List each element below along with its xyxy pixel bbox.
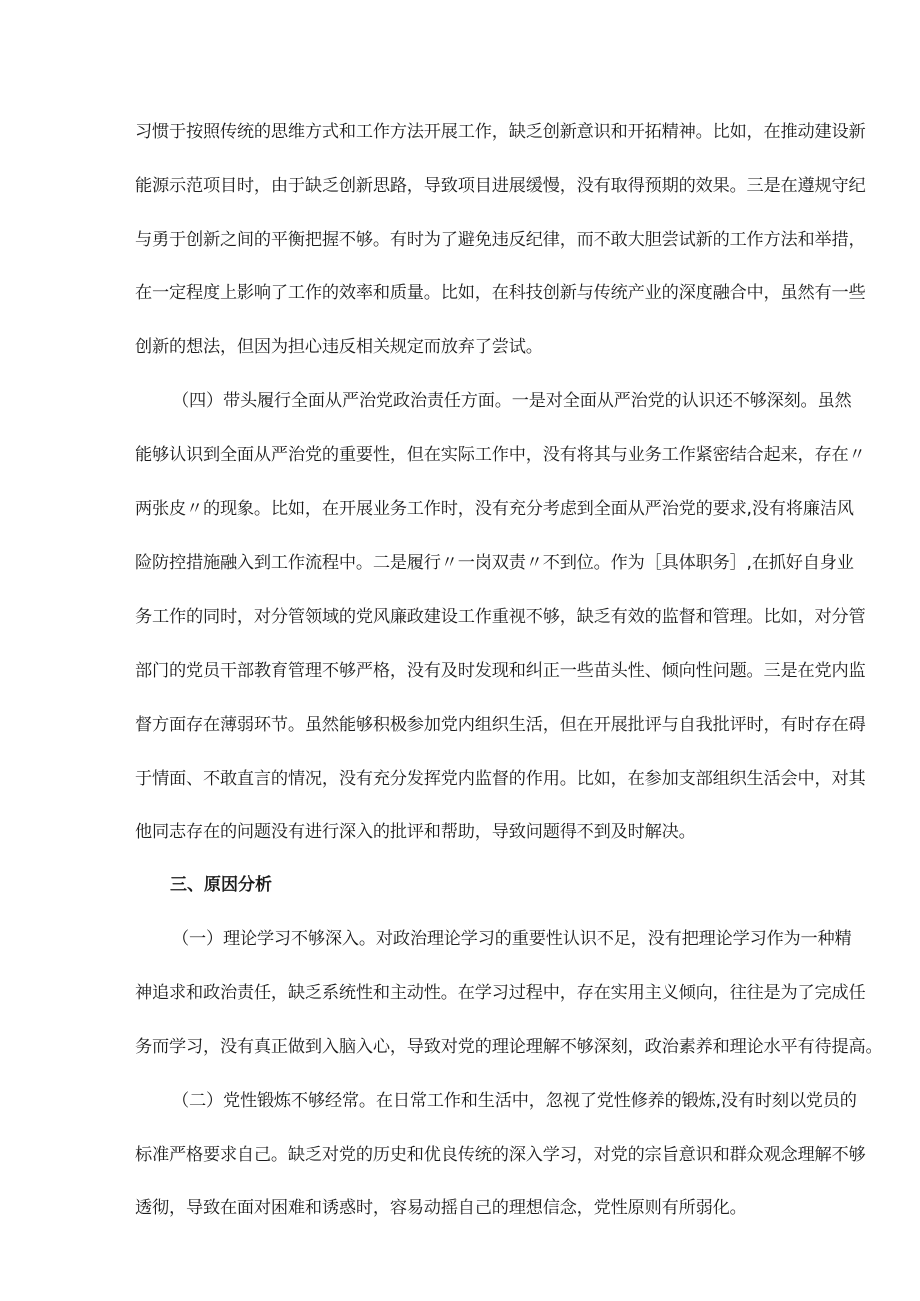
paragraph-line: 在一定程度上影响了工作的效率和质量。比如，在科技创新与传统产业的深度融合中，虽然有一些: [135, 283, 866, 303]
paragraph-line: 他同志存在的问题没有进行深入的批评和帮助，导致问题得不到及时解决。: [135, 822, 696, 842]
paragraph-line: 能源示范项目时，由于缺乏创新思路，导致项目进展缓慢，没有取得预期的效果。三是在遵规守纪: [135, 176, 866, 196]
paragraph-line: （二）党性锻炼不够经常。在日常工作和生活中，忽视了党性修养的锻炼,没有时刻以党员的: [172, 1091, 857, 1111]
paragraph-line: （一）理论学习不够深入。对政治理论学习的重要性认识不足，没有把理论学习作为一种精: [172, 929, 852, 949]
paragraph-line: 险防控措施融入到工作流程中。二是履行〃一岗双责〃不到位。作为［具体职务］,在抓好自身业: [135, 553, 854, 573]
paragraph-line: 能够认识到全面从严治党的重要性，但在实际工作中，没有将其与业务工作紧密结合起来，存在〃: [135, 445, 866, 465]
paragraph-line: 标准严格要求自己。缺乏对党的历史和优良传统的深入学习，对党的宗旨意识和群众观念理解不够: [135, 1145, 866, 1165]
section-heading: 三、原因分析: [170, 875, 272, 895]
paragraph-line: 务工作的同时，对分管领域的党风廉政建设工作重视不够，缺乏有效的监督和管理。比如，对分管: [135, 607, 866, 627]
paragraph-line: 于情面、不敢直言的情况，没有充分发挥党内监督的作用。比如，在参加支部组织生活会中，对其: [135, 769, 866, 789]
paragraph-line: 督方面存在薄弱环节。虽然能够积极参加党内组织生活，但在开展批评与自我批评时，有时存在碍: [135, 715, 866, 735]
paragraph-line: 两张皮〃的现象。比如，在开展业务工作时，没有充分考虑到全面从严治党的要求,没有将廉洁风: [135, 499, 854, 519]
paragraph-line: 习惯于按照传统的思维方式和工作方法开展工作，缺乏创新意识和开拓精神。比如，在推动建设新: [135, 122, 866, 142]
paragraph-line: （四）带头履行全面从严治党政治责任方面。一是对全面从严治党的认识还不够深刻。虽然: [172, 391, 852, 411]
paragraph-line: 神追求和政治责任，缺乏系统性和主动性。在学习过程中，存在实用主义倾向，往往是为了完成任: [135, 983, 866, 1003]
paragraph-line: 透彻，导致在面对困难和诱惑时，容易动摇自己的理想信念，党性原则有所弱化。: [135, 1198, 747, 1218]
paragraph-line: 创新的想法，但因为担心违反相关规定而放弃了尝试。: [135, 337, 543, 357]
paragraph-line: 与勇于创新之间的平衡把握不够。有时为了避免违反纪律，而不敢大胆尝试新的工作方法和举措，: [135, 230, 866, 250]
paragraph-line: 部门的党员干部教育管理不够严格，没有及时发现和纠正一些苗头性、倾向性问题。三是在党内监: [135, 661, 866, 681]
paragraph-line: 务而学习，没有真正做到入脑入心，导致对党的理论理解不够深刻，政治素养和理论水平有待提高。: [135, 1037, 883, 1057]
